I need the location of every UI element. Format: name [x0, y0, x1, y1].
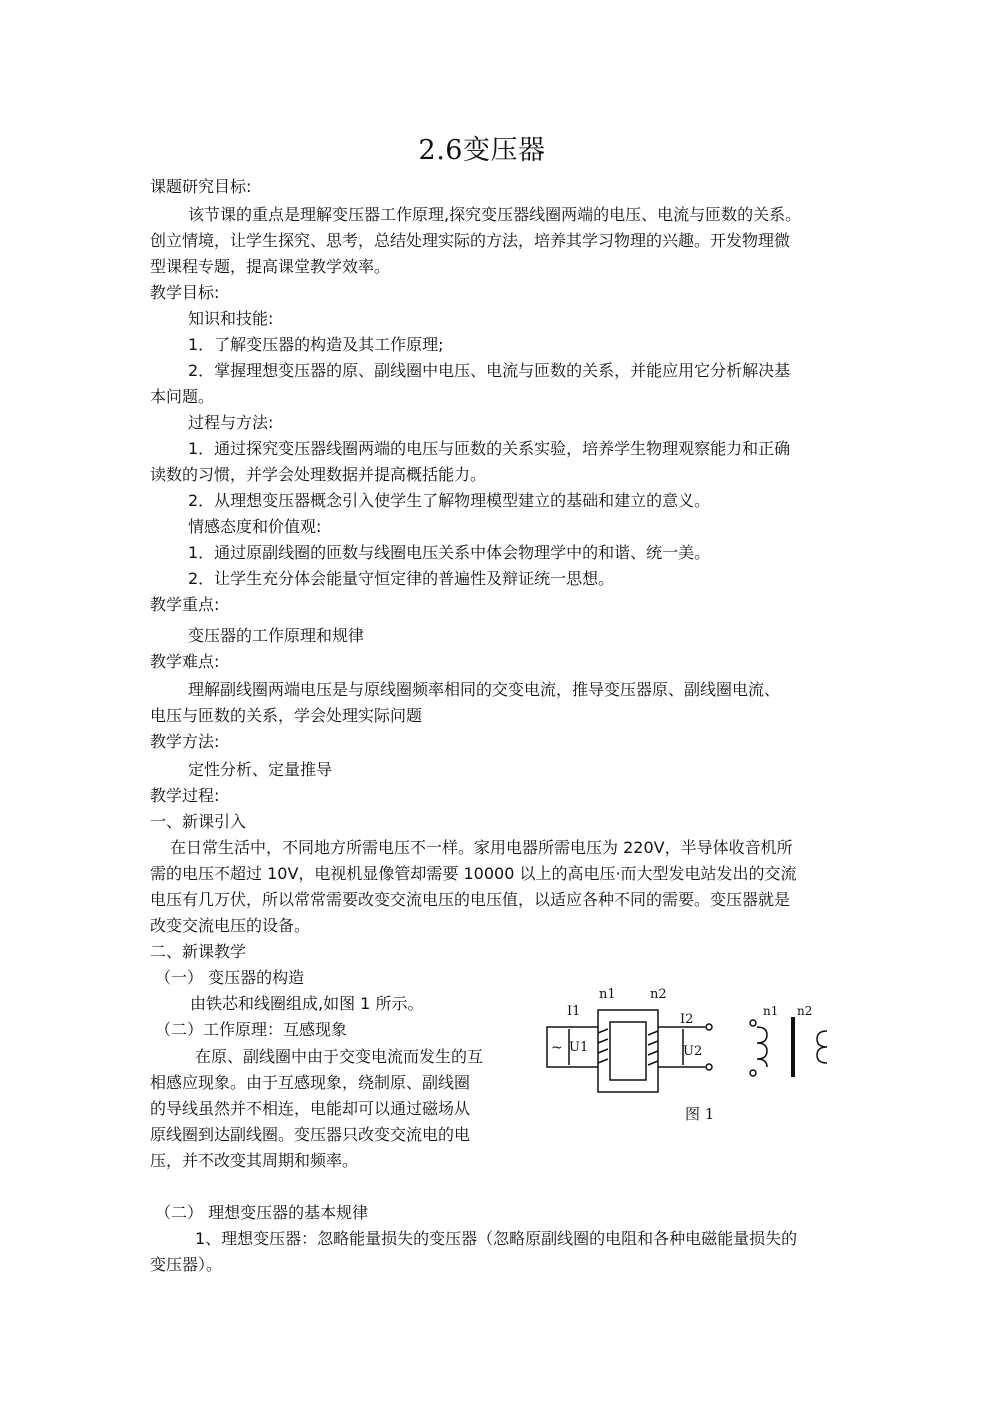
list-item: 1．通过原副线圈的匝数与线圈电压关系中体会物理学中的和谐、统一美。 — [188, 543, 711, 562]
heading-methods: 教学方法: — [150, 732, 220, 751]
symbol-secondary-coil — [817, 1031, 827, 1063]
transformer-figure — [535, 985, 845, 1135]
paragraph-line: 由铁芯和线圈组成,如图 1 所示。 — [190, 994, 424, 1013]
label-n1: n1 — [599, 987, 616, 1002]
symbol-iron-core — [791, 1017, 795, 1077]
list-item: 1．通过探究变压器线圈两端的电压与匝数的关系实验，培养学生物理观察能力和正确 — [188, 439, 791, 458]
heading-difficulties: 教学难点: — [150, 652, 220, 671]
heading-process: 教学过程: — [150, 786, 220, 805]
list-item: 2．让学生充分体会能量守恒定律的普遍性及辩证统一思想。 — [188, 569, 615, 588]
paragraph-line: 电压与匝数的关系，学会处理实际问题 — [150, 706, 423, 725]
list-item: 1．了解变压器的构造及其工作原理; — [188, 335, 444, 354]
paragraph-line: 需的电压不超过 10V，电视机显像管却需要 10000 以上的高电压·而大型发电站发出的交流 — [150, 864, 797, 883]
subheading-attitude: 情感态度和价值观: — [188, 517, 322, 536]
symbol-label-n1: n1 — [763, 1004, 779, 1018]
paragraph-line: 压，并不改变其周期和频率。 — [150, 1151, 359, 1170]
terminal — [706, 1024, 712, 1030]
heading-research-goal: 课题研究目标: — [150, 177, 252, 196]
paragraph-line: 理解副线圈两端电压是与原线圈频率相同的交变电流，推导变压器原、副线圈电流、 — [188, 680, 781, 699]
paragraph-line: 定性分析、定量推导 — [188, 760, 333, 779]
subsection-heading: （二）工作原理：互感现象 — [155, 1020, 348, 1039]
page-title: 2.6变压器 — [418, 135, 546, 166]
label-u1: U1 — [569, 1040, 589, 1055]
subsection-heading: （二） 理想变压器的基本规律 — [155, 1203, 369, 1222]
paragraph-line: 在日常生活中，不同地方所需电压不一样。家用电器所需电压为 220V，半导体收音机所 — [170, 838, 793, 857]
label-i1: I1 — [567, 1004, 581, 1019]
paragraph-line: 本问题。 — [150, 387, 215, 406]
paragraph-line: 的导线虽然并不相连，电能却可以通过磁场从 — [150, 1099, 471, 1118]
subheading-knowledge: 知识和技能: — [188, 309, 274, 328]
figure-caption: 图 1 — [685, 1105, 715, 1123]
paragraph-line: 电压有几万伏，所以常常需要改变交流电压的电压值，以适应各种不同的需要。变压器就是 — [150, 890, 791, 909]
label-i2: I2 — [680, 1012, 694, 1027]
ac-source-icon: ~ — [551, 1040, 563, 1056]
label-n2: n2 — [650, 987, 667, 1002]
paragraph-line: 相感应现象。由于互感现象，绕制原、副线圈 — [150, 1073, 471, 1092]
paragraph-line: 该节课的重点是理解变压器工作原理,探究变压器线圈两端的电压、电流与匝数的关系。 — [188, 205, 802, 224]
symbol-label-n2: n2 — [797, 1004, 813, 1018]
terminal — [706, 1064, 712, 1070]
section-heading: 二、新课教学 — [150, 942, 247, 961]
terminal — [750, 1070, 756, 1076]
heading-teaching-goal: 教学目标: — [150, 283, 220, 302]
paragraph-line: 1、理想变压器：忽略能量损失的变压器（忽略原副线圈的电阻和各种电磁能量损失的 — [195, 1229, 798, 1248]
terminal — [750, 1020, 756, 1026]
list-item: 2．从理想变压器概念引入使学生了解物理模型建立的基础和建立的意义。 — [188, 491, 711, 510]
paragraph-line: 型课程专题，提高课堂教学效率。 — [150, 257, 391, 276]
paragraph-line: 在原、副线圈中由于交变电流而发生的互 — [195, 1047, 484, 1066]
subheading-process: 过程与方法: — [188, 413, 274, 432]
section-heading: 一、新课引入 — [150, 812, 247, 831]
iron-core-inner — [610, 1022, 646, 1080]
paragraph-line: 变压器的工作原理和规律 — [188, 626, 365, 645]
heading-key-points: 教学重点: — [150, 595, 220, 614]
symbol-primary-coil — [757, 1027, 767, 1067]
paragraph-line: 变压器）。 — [150, 1255, 223, 1274]
paragraph-line: 读数的习惯，并学会处理数据并提高概括能力。 — [150, 465, 487, 484]
subsection-heading: （一） 变压器的构造 — [155, 968, 305, 987]
paragraph-line: 创立情境，让学生探究、思考，总结处理实际的方法，培养其学习物理的兴趣。开发物理微 — [150, 231, 791, 250]
paragraph-line: 原线圈到达副线圈。变压器只改变交流电的电 — [150, 1125, 471, 1144]
primary-coil — [598, 1029, 608, 1063]
paragraph-line: 改变交流电压的设备。 — [150, 916, 311, 935]
label-u2: U2 — [683, 1044, 703, 1059]
secondary-coil — [648, 1031, 658, 1065]
list-item: 2．掌握理想变压器的原、副线圈中电压、电流与匝数的关系，并能应用它分析解决基 — [188, 361, 791, 380]
